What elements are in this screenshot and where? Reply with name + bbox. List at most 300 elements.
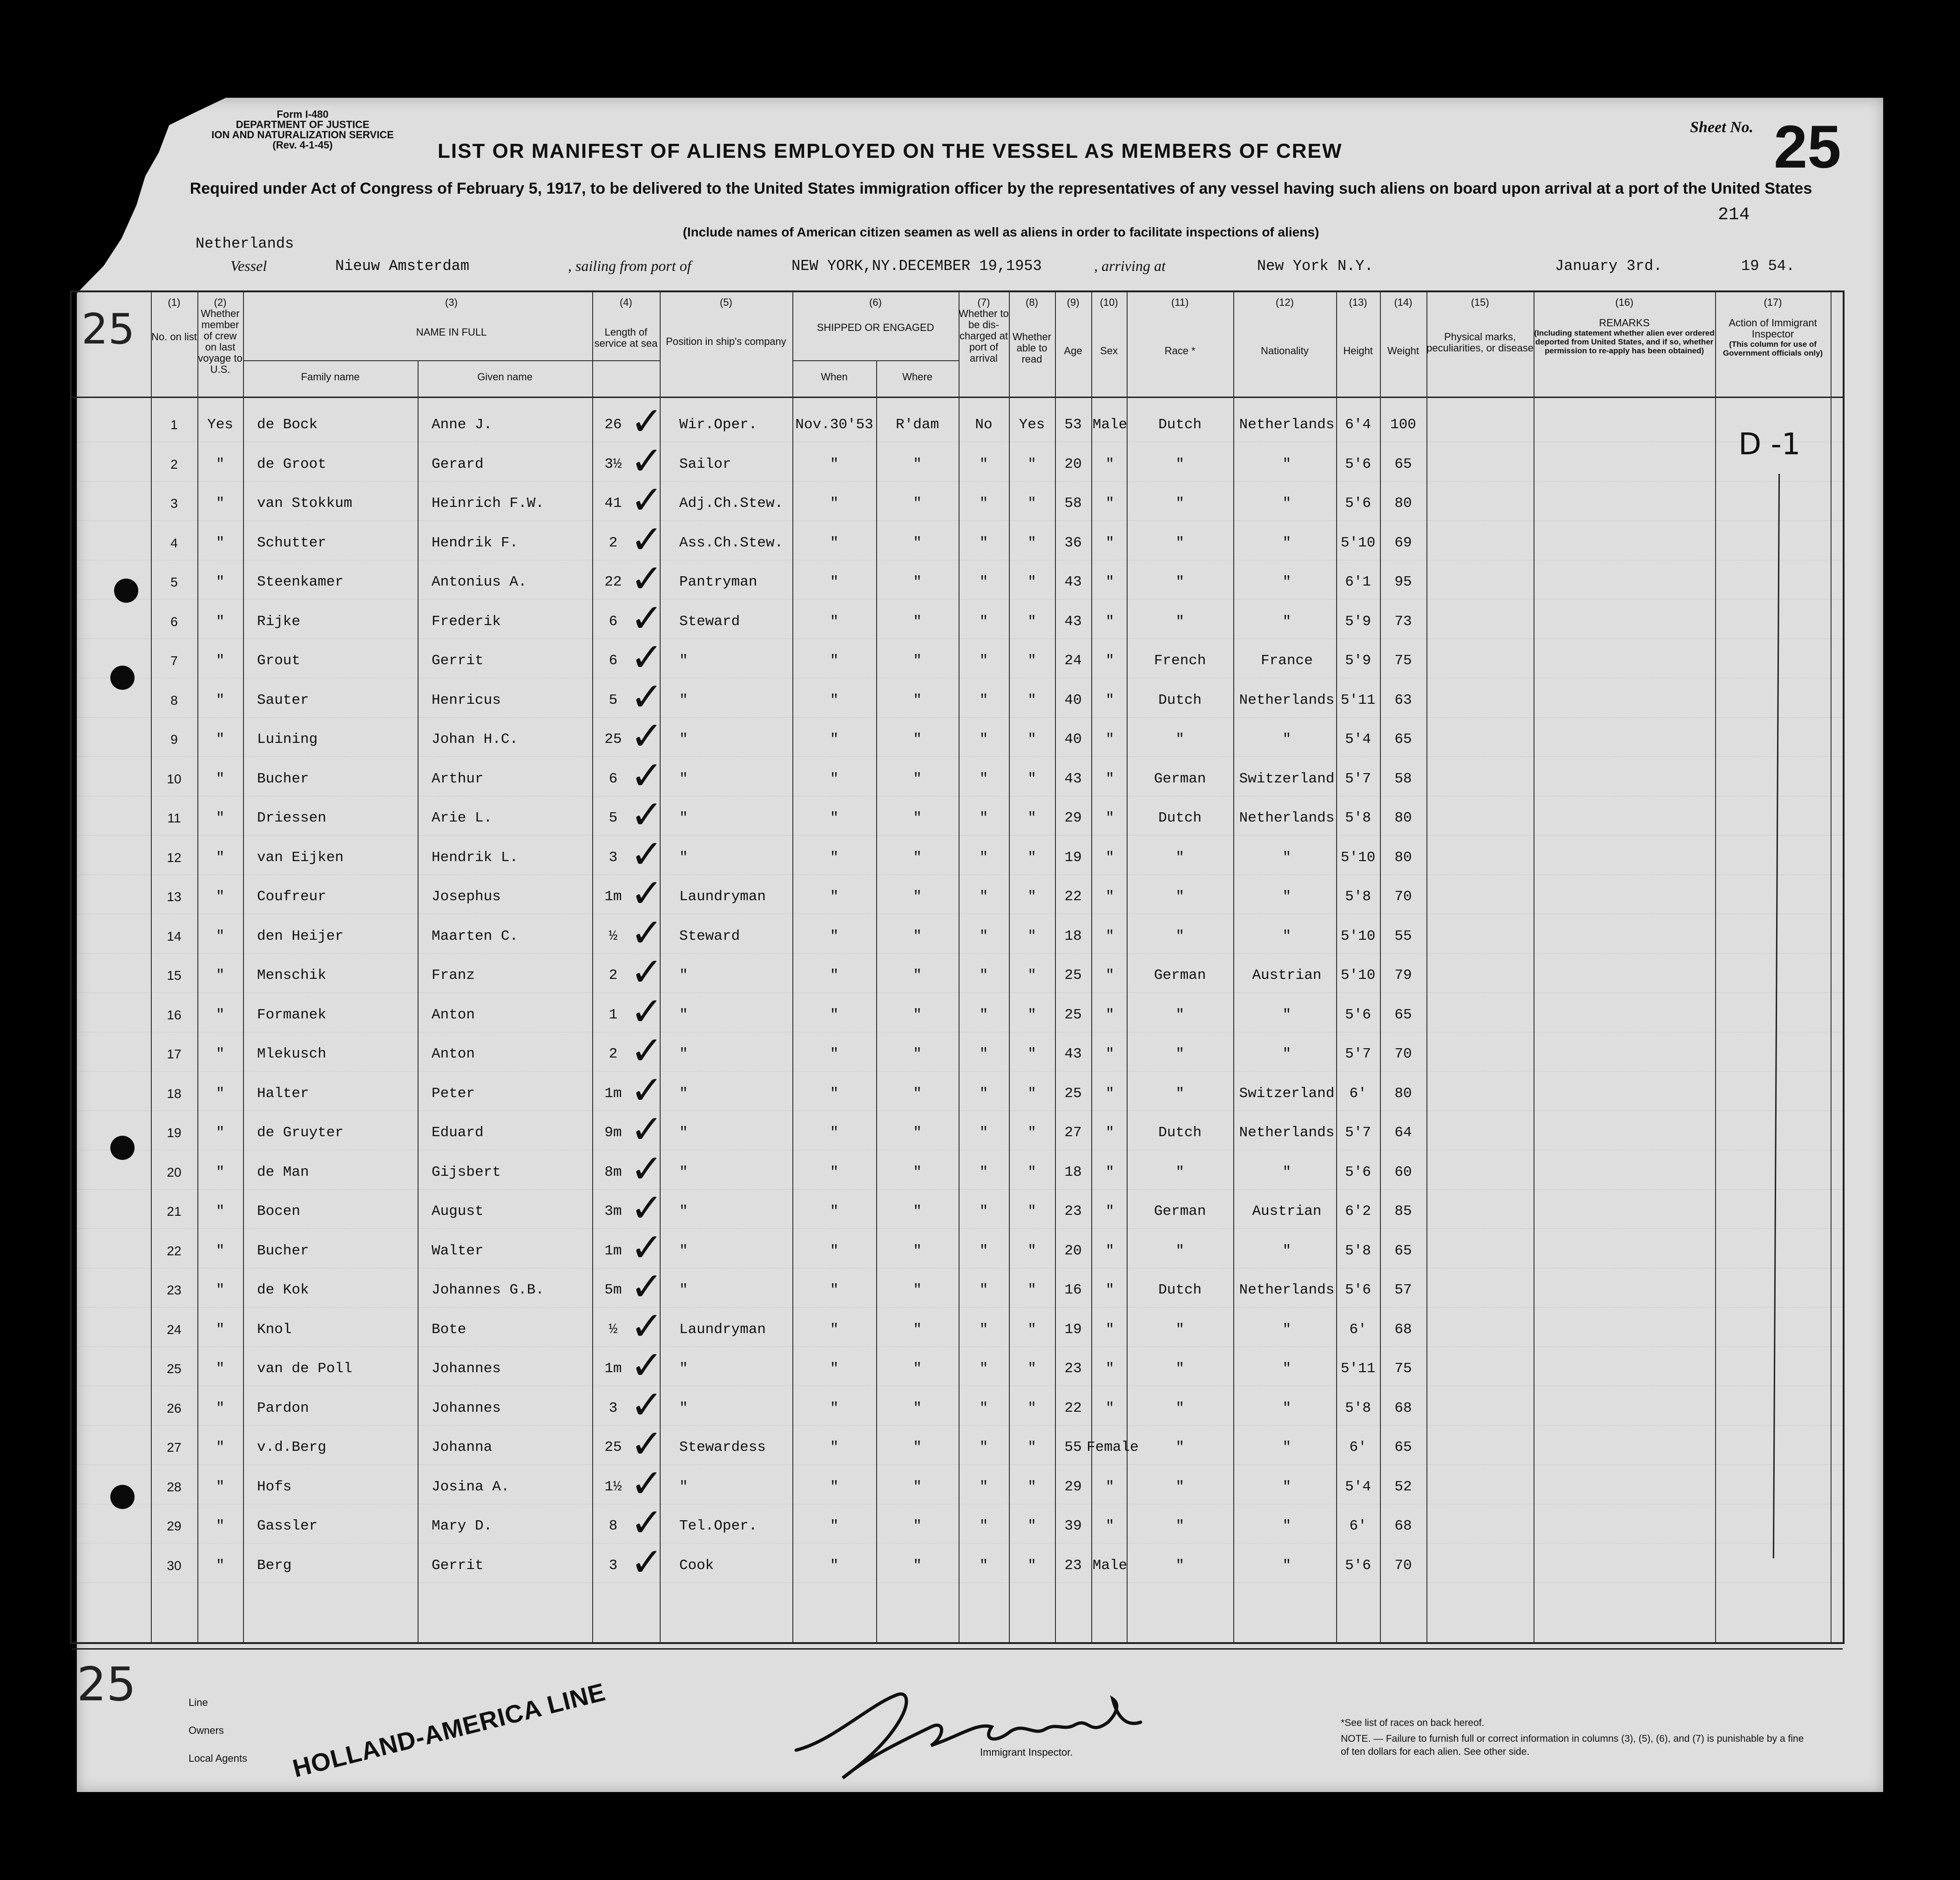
row-separator xyxy=(72,796,1843,797)
cell-shipped-when: Nov.30'53 xyxy=(795,417,873,433)
cell-member-last-voyage: " xyxy=(216,456,225,472)
cell-service-length: 41 xyxy=(604,495,622,512)
form-service: ION AND NATURALIZATION SERVICE xyxy=(211,129,394,141)
col13-header xyxy=(1336,297,1380,357)
cell-age: 25 xyxy=(1064,1006,1082,1023)
col3-label: NAME IN FULL xyxy=(416,326,487,338)
col12-number: (12) xyxy=(1275,296,1294,308)
cell-age: 19 xyxy=(1064,849,1082,866)
cell-height: 5'6 xyxy=(1345,456,1371,472)
cell-family-name: Mlekusch xyxy=(257,1046,326,1062)
cell-family-name: Driessen xyxy=(257,810,326,826)
cell-shipped-where: " xyxy=(913,1242,922,1259)
cell-shipped-where: " xyxy=(913,1085,922,1102)
cell-sex: Male xyxy=(1092,1557,1128,1574)
cell-service-length: 5 xyxy=(608,692,618,708)
col1-number: (1) xyxy=(168,296,181,308)
row-separator xyxy=(72,1150,1843,1151)
cell-given-name: Gerard xyxy=(432,456,484,472)
cell-race: " xyxy=(1176,1242,1184,1259)
cell-family-name: Schutter xyxy=(257,534,326,551)
cell-position: " xyxy=(679,1125,688,1141)
cell-family-name: Bucher xyxy=(257,770,309,787)
cell-weight: 80 xyxy=(1394,849,1412,866)
cell-race: " xyxy=(1176,1321,1184,1338)
cell-race: " xyxy=(1176,1400,1184,1416)
owners-label: Owners xyxy=(189,1725,224,1736)
cell-given-name: Arie L. xyxy=(432,810,493,826)
cell-height: 5'4 xyxy=(1345,1478,1371,1495)
col15-header xyxy=(1426,297,1534,354)
col17-header xyxy=(1715,297,1831,357)
checkmark-icon: ✓ xyxy=(630,477,663,523)
cell-height: 5'10 xyxy=(1340,967,1376,984)
cell-able-to-read: " xyxy=(1027,692,1036,708)
cell-member-last-voyage: " xyxy=(216,692,225,708)
col10-number: (10) xyxy=(1100,296,1118,308)
cell-shipped-when: " xyxy=(830,1400,839,1416)
cell-family-name: de Gruyter xyxy=(257,1125,344,1141)
cell-age: 20 xyxy=(1064,1242,1082,1259)
cell-shipped-when: " xyxy=(830,889,839,905)
cell-discharged: " xyxy=(979,495,988,512)
cell-service-length: 5 xyxy=(608,810,618,826)
cell-member-last-voyage: " xyxy=(216,1125,225,1141)
cell-shipped-when: " xyxy=(830,731,839,748)
cell-age: 19 xyxy=(1064,1321,1082,1338)
cell-shipped-where: " xyxy=(913,613,922,630)
row-separator xyxy=(72,678,1843,679)
cell-position: " xyxy=(679,770,688,787)
row-number: 20 xyxy=(167,1165,182,1179)
cell-member-last-voyage: " xyxy=(216,1046,225,1062)
cell-age: 24 xyxy=(1064,653,1082,669)
cell-discharged: " xyxy=(979,534,988,551)
cell-sex: " xyxy=(1105,456,1115,472)
cell-shipped-when: " xyxy=(830,1439,839,1455)
row-number: 16 xyxy=(167,1007,182,1022)
cell-nationality: Netherlands xyxy=(1239,1282,1335,1298)
cell-nationality: France xyxy=(1261,653,1313,669)
cell-able-to-read: " xyxy=(1027,1046,1036,1062)
cell-nationality: " xyxy=(1282,1478,1291,1495)
cell-weight: 64 xyxy=(1394,1125,1412,1141)
cell-shipped-when: " xyxy=(830,1125,839,1141)
cell-position: " xyxy=(679,1242,688,1259)
col17-label: Action of Immigrant Inspector xyxy=(1729,317,1817,340)
col14-header xyxy=(1380,297,1426,357)
col9-label: Age xyxy=(1064,345,1082,357)
page-note: (Include names of American citizen seamen as well as aliens in order to facilitate inspections of aliens) xyxy=(683,225,1319,239)
cell-service-length: 6 xyxy=(608,613,618,630)
row-separator xyxy=(72,1543,1843,1544)
cell-race: " xyxy=(1176,495,1184,512)
cell-given-name: Antonius A. xyxy=(432,574,527,590)
cell-weight: 58 xyxy=(1394,770,1412,787)
cell-discharged: " xyxy=(979,967,988,984)
checkmark-icon: ✓ xyxy=(630,1303,663,1349)
cell-service-length: 3 xyxy=(608,849,618,866)
cell-position: " xyxy=(679,1164,688,1180)
cell-discharged: " xyxy=(979,456,988,472)
cell-family-name: Halter xyxy=(257,1085,309,1102)
row-separator xyxy=(72,1189,1843,1190)
checkmark-icon: ✓ xyxy=(630,1224,663,1270)
cell-member-last-voyage: " xyxy=(216,1321,225,1338)
cell-discharged: " xyxy=(979,810,988,826)
cell-given-name: Henricus xyxy=(432,692,501,708)
cell-family-name: Bucher xyxy=(257,1242,309,1259)
cell-race: German xyxy=(1154,1203,1206,1220)
cell-position: " xyxy=(679,653,688,669)
cell-weight: 75 xyxy=(1394,653,1412,669)
cell-age: 23 xyxy=(1064,1557,1082,1574)
cell-family-name: Berg xyxy=(257,1557,292,1574)
col16-sublabel: (Including statement whether alien ever ordered deported from United States, and if so, whether permission to re-apply has been obtained) xyxy=(1534,329,1715,355)
cell-nationality: " xyxy=(1282,1361,1291,1377)
cell-shipped-where: " xyxy=(913,1361,922,1377)
cell-shipped-when: " xyxy=(830,967,839,984)
cell-shipped-when: " xyxy=(830,1518,839,1534)
row-number: 11 xyxy=(167,811,181,825)
cell-given-name: Gerrit xyxy=(432,653,484,669)
cell-weight: 65 xyxy=(1394,456,1412,472)
cell-weight: 75 xyxy=(1394,1361,1412,1377)
cell-service-length: 3½ xyxy=(604,456,622,472)
cell-race: Dutch xyxy=(1158,692,1202,708)
cell-member-last-voyage: " xyxy=(216,653,225,669)
cell-discharged: " xyxy=(979,1125,988,1141)
cell-able-to-read: " xyxy=(1027,810,1036,826)
cell-height: 6'1 xyxy=(1345,574,1371,590)
cell-given-name: Gijsbert xyxy=(432,1164,501,1180)
row-separator xyxy=(72,756,1843,757)
cell-member-last-voyage: " xyxy=(216,1439,225,1455)
cell-discharged: " xyxy=(979,1085,988,1102)
checkmark-icon: ✓ xyxy=(630,1381,663,1428)
cell-shipped-when: " xyxy=(830,810,839,826)
sailing-label: , sailing from port of xyxy=(568,257,691,274)
column-divider xyxy=(418,360,419,1642)
cell-sex: " xyxy=(1105,731,1115,748)
cell-age: 18 xyxy=(1064,928,1082,944)
cell-shipped-where: " xyxy=(913,810,922,826)
form-department: DEPARTMENT OF JUSTICE xyxy=(236,119,370,130)
cell-shipped-where: " xyxy=(913,456,922,472)
cell-shipped-when: " xyxy=(830,1203,839,1220)
row-separator xyxy=(72,599,1843,600)
cell-nationality: " xyxy=(1282,928,1291,944)
col15-label: Physical marks, peculiarities, or disease xyxy=(1426,331,1534,354)
cell-discharged: " xyxy=(979,1006,988,1023)
cell-given-name: Hendrik L. xyxy=(432,849,519,866)
cell-nationality: " xyxy=(1282,1400,1291,1416)
cell-nationality: " xyxy=(1282,1439,1291,1455)
checkmark-icon: ✓ xyxy=(630,1185,663,1231)
cell-nationality: " xyxy=(1282,1518,1291,1534)
cell-service-length: 9m xyxy=(604,1125,622,1141)
cell-sex: " xyxy=(1105,1361,1115,1377)
cell-race: German xyxy=(1154,967,1206,984)
cell-nationality: Austrian xyxy=(1252,967,1322,984)
cell-nationality: " xyxy=(1282,1164,1291,1180)
row-separator xyxy=(72,560,1843,561)
row-number: 27 xyxy=(167,1440,182,1455)
cell-weight: 69 xyxy=(1394,534,1412,551)
cell-discharged: " xyxy=(979,1203,988,1220)
cell-shipped-when: " xyxy=(830,1478,839,1495)
cell-age: 43 xyxy=(1064,574,1082,590)
col2-number: (2) xyxy=(214,296,227,308)
row-separator xyxy=(72,1504,1843,1505)
cell-shipped-where: " xyxy=(913,1478,922,1495)
cell-weight: 95 xyxy=(1394,574,1412,590)
cell-discharged: " xyxy=(979,1361,988,1377)
cell-service-length: 6 xyxy=(608,653,618,669)
cell-member-last-voyage: " xyxy=(216,1164,225,1180)
cell-nationality: " xyxy=(1282,731,1291,748)
given-name-header: Given name xyxy=(477,371,533,383)
cell-able-to-read: " xyxy=(1027,1203,1036,1220)
cell-able-to-read: " xyxy=(1027,1321,1036,1338)
cell-sex: Male xyxy=(1092,417,1128,433)
cell-member-last-voyage: " xyxy=(216,1400,225,1416)
cell-height: 5'8 xyxy=(1345,1242,1371,1259)
cell-shipped-when: " xyxy=(830,1046,839,1062)
cell-able-to-read: Yes xyxy=(1019,417,1045,433)
cell-service-length: 2 xyxy=(608,534,618,551)
checkmark-icon: ✓ xyxy=(630,949,663,995)
cell-given-name: Anton xyxy=(432,1046,475,1062)
cell-position: " xyxy=(679,1046,688,1062)
cell-service-length: 1m xyxy=(604,889,622,905)
arrival-year: 19 54. xyxy=(1741,257,1795,275)
cell-shipped-where: " xyxy=(913,889,922,905)
col11-label: Race * xyxy=(1164,345,1196,357)
cell-age: 20 xyxy=(1064,456,1082,472)
cell-service-length: 1 xyxy=(608,1006,618,1023)
cell-shipped-where: " xyxy=(913,574,922,590)
cell-position: Adj.Ch.Stew. xyxy=(679,495,784,512)
cell-family-name: de Bock xyxy=(257,417,318,433)
cell-sex: " xyxy=(1105,1164,1115,1180)
cell-nationality: Netherlands xyxy=(1239,810,1335,826)
inspector-mark: D -1 xyxy=(1738,427,1801,462)
row-number: 26 xyxy=(167,1401,182,1415)
row-number: 19 xyxy=(167,1125,182,1140)
checkmark-icon: ✓ xyxy=(630,634,663,680)
cell-able-to-read: " xyxy=(1027,1439,1036,1455)
cell-position: " xyxy=(679,1203,688,1220)
cell-discharged: No xyxy=(975,417,993,433)
cell-member-last-voyage: " xyxy=(216,1203,225,1220)
cell-height: 5'4 xyxy=(1345,731,1371,748)
cell-race: " xyxy=(1176,849,1184,866)
cell-shipped-when: " xyxy=(830,1557,839,1574)
cell-shipped-when: " xyxy=(830,1282,839,1298)
cell-member-last-voyage: " xyxy=(216,534,225,551)
cell-given-name: Heinrich F.W. xyxy=(432,495,544,512)
cell-age: 43 xyxy=(1064,613,1082,630)
cell-family-name: Coufreur xyxy=(257,889,326,905)
cell-member-last-voyage: " xyxy=(216,1478,225,1495)
cell-height: 5'8 xyxy=(1345,889,1371,905)
cell-sex: " xyxy=(1105,770,1115,787)
cell-nationality: " xyxy=(1282,849,1291,866)
cell-sex: " xyxy=(1105,1321,1115,1338)
cell-sex: " xyxy=(1105,1006,1115,1023)
checkmark-icon: ✓ xyxy=(630,438,663,484)
cell-nationality: " xyxy=(1282,495,1291,512)
checkmark-icon: ✓ xyxy=(630,1539,663,1585)
column-divider xyxy=(243,292,244,1642)
cell-nationality: " xyxy=(1282,1557,1291,1574)
cell-shipped-where: " xyxy=(913,692,922,708)
cell-shipped-where: " xyxy=(913,653,922,669)
cell-service-length: 1m xyxy=(604,1361,622,1377)
checkmark-icon: ✓ xyxy=(630,1264,663,1309)
cell-height: 6' xyxy=(1349,1518,1367,1534)
col13-label: Height xyxy=(1343,345,1373,357)
arriving-port: New York N.Y. xyxy=(1257,257,1373,275)
cell-height: 5'10 xyxy=(1340,534,1376,551)
cell-discharged: " xyxy=(979,849,988,866)
row-number: 17 xyxy=(167,1047,182,1061)
checkmark-icon: ✓ xyxy=(630,1460,663,1506)
col3-number: (3) xyxy=(445,296,458,308)
cell-family-name: Hofs xyxy=(257,1478,292,1495)
cell-nationality: " xyxy=(1282,613,1291,630)
cell-able-to-read: " xyxy=(1027,1557,1036,1574)
cell-able-to-read: " xyxy=(1027,1125,1036,1141)
col8-header xyxy=(1009,297,1055,365)
cell-sex: Female xyxy=(1087,1439,1139,1455)
arriving-label: , arriving at xyxy=(1094,257,1166,274)
row-separator xyxy=(72,1268,1843,1269)
cell-position: " xyxy=(679,1478,688,1495)
cell-member-last-voyage: " xyxy=(216,1006,225,1023)
cell-family-name: Sauter xyxy=(257,692,309,708)
cell-given-name: Frederik xyxy=(432,613,501,630)
cell-age: 36 xyxy=(1064,534,1082,551)
cell-sex: " xyxy=(1105,928,1115,944)
cell-position: Pantryman xyxy=(679,574,757,590)
cell-able-to-read: " xyxy=(1027,1242,1036,1259)
cell-age: 22 xyxy=(1064,1400,1082,1416)
cell-member-last-voyage: " xyxy=(216,1242,225,1259)
vessel-label: Vessel xyxy=(230,257,267,274)
cell-service-length: 1m xyxy=(604,1242,622,1259)
cell-race: " xyxy=(1176,1164,1184,1180)
cell-weight: 79 xyxy=(1394,967,1412,984)
cell-height: 5'10 xyxy=(1340,928,1376,944)
row-separator xyxy=(72,953,1843,954)
cell-shipped-where: " xyxy=(913,495,922,512)
row-separator xyxy=(72,1032,1843,1033)
vessel-flag: Netherlands xyxy=(196,235,294,252)
checkmark-icon: ✓ xyxy=(630,1106,663,1152)
shipped-subheader-line xyxy=(792,360,959,361)
cell-family-name: Steenkamer xyxy=(257,574,344,590)
cell-weight: 65 xyxy=(1394,731,1412,748)
col10-label: Sex xyxy=(1100,345,1118,357)
cell-weight: 70 xyxy=(1394,889,1412,905)
cell-nationality: Switzerland xyxy=(1239,770,1335,787)
row-number: 12 xyxy=(167,850,182,865)
cell-service-length: ½ xyxy=(608,928,618,944)
cell-able-to-read: " xyxy=(1027,534,1036,551)
column-divider xyxy=(1426,292,1427,1642)
cell-family-name: de Groot xyxy=(257,456,326,472)
cell-weight: 100 xyxy=(1390,417,1416,433)
col16-header xyxy=(1534,297,1715,355)
cell-race: " xyxy=(1176,1557,1184,1574)
cell-discharged: " xyxy=(979,1164,988,1180)
cell-discharged: " xyxy=(979,613,988,630)
col11-header xyxy=(1127,297,1233,357)
cell-given-name: Johanna xyxy=(432,1439,493,1455)
immigrant-inspector-label: Immigrant Inspector. xyxy=(980,1746,1073,1758)
cell-shipped-where: " xyxy=(913,967,922,984)
checkmark-icon: ✓ xyxy=(630,595,663,641)
page-reference: 214 xyxy=(1718,205,1750,225)
col6-header xyxy=(792,297,959,333)
cell-age: 23 xyxy=(1064,1361,1082,1377)
cell-member-last-voyage: " xyxy=(216,849,225,866)
cell-shipped-where: " xyxy=(913,770,922,787)
cell-discharged: " xyxy=(979,653,988,669)
cell-service-length: 26 xyxy=(604,417,622,433)
cell-given-name: Josephus xyxy=(432,889,501,905)
row-separator xyxy=(72,1464,1843,1465)
cell-shipped-when: " xyxy=(830,1085,839,1102)
cell-age: 16 xyxy=(1064,1282,1082,1298)
checkmark-icon: ✓ xyxy=(630,713,663,759)
cell-height: 5'8 xyxy=(1345,1400,1371,1416)
cell-nationality: Switzerland xyxy=(1239,1085,1335,1102)
row-number: 28 xyxy=(167,1479,182,1494)
arrival-date: January 3rd. xyxy=(1555,257,1663,275)
cell-shipped-where: " xyxy=(913,1125,922,1141)
cell-discharged: " xyxy=(979,889,988,905)
row-separator xyxy=(72,481,1843,482)
cell-position: Laundryman xyxy=(679,889,766,905)
cell-position: " xyxy=(679,1282,688,1298)
column-divider xyxy=(592,292,593,1642)
cell-age: 43 xyxy=(1064,1046,1082,1062)
cell-position: Laundryman xyxy=(679,1321,766,1338)
cell-given-name: Anne J. xyxy=(432,417,493,433)
row-separator xyxy=(72,717,1843,718)
cell-given-name: Eduard xyxy=(432,1125,484,1141)
cell-shipped-when: " xyxy=(830,495,839,512)
col13-number: (13) xyxy=(1349,296,1367,308)
cell-sex: " xyxy=(1105,1400,1115,1416)
cell-able-to-read: " xyxy=(1027,1164,1036,1180)
cell-shipped-where: " xyxy=(913,1400,922,1416)
cell-discharged: " xyxy=(979,1439,988,1455)
cell-able-to-read: " xyxy=(1027,1361,1036,1377)
cell-given-name: Mary D. xyxy=(432,1518,493,1534)
cell-able-to-read: " xyxy=(1027,849,1036,866)
cell-weight: 63 xyxy=(1394,692,1412,708)
cell-weight: 80 xyxy=(1394,495,1412,512)
cell-shipped-when: " xyxy=(830,456,839,472)
cell-sex: " xyxy=(1105,613,1115,630)
cell-given-name: August xyxy=(432,1203,484,1220)
cell-age: 55 xyxy=(1064,1439,1082,1455)
cell-discharged: " xyxy=(979,574,988,590)
